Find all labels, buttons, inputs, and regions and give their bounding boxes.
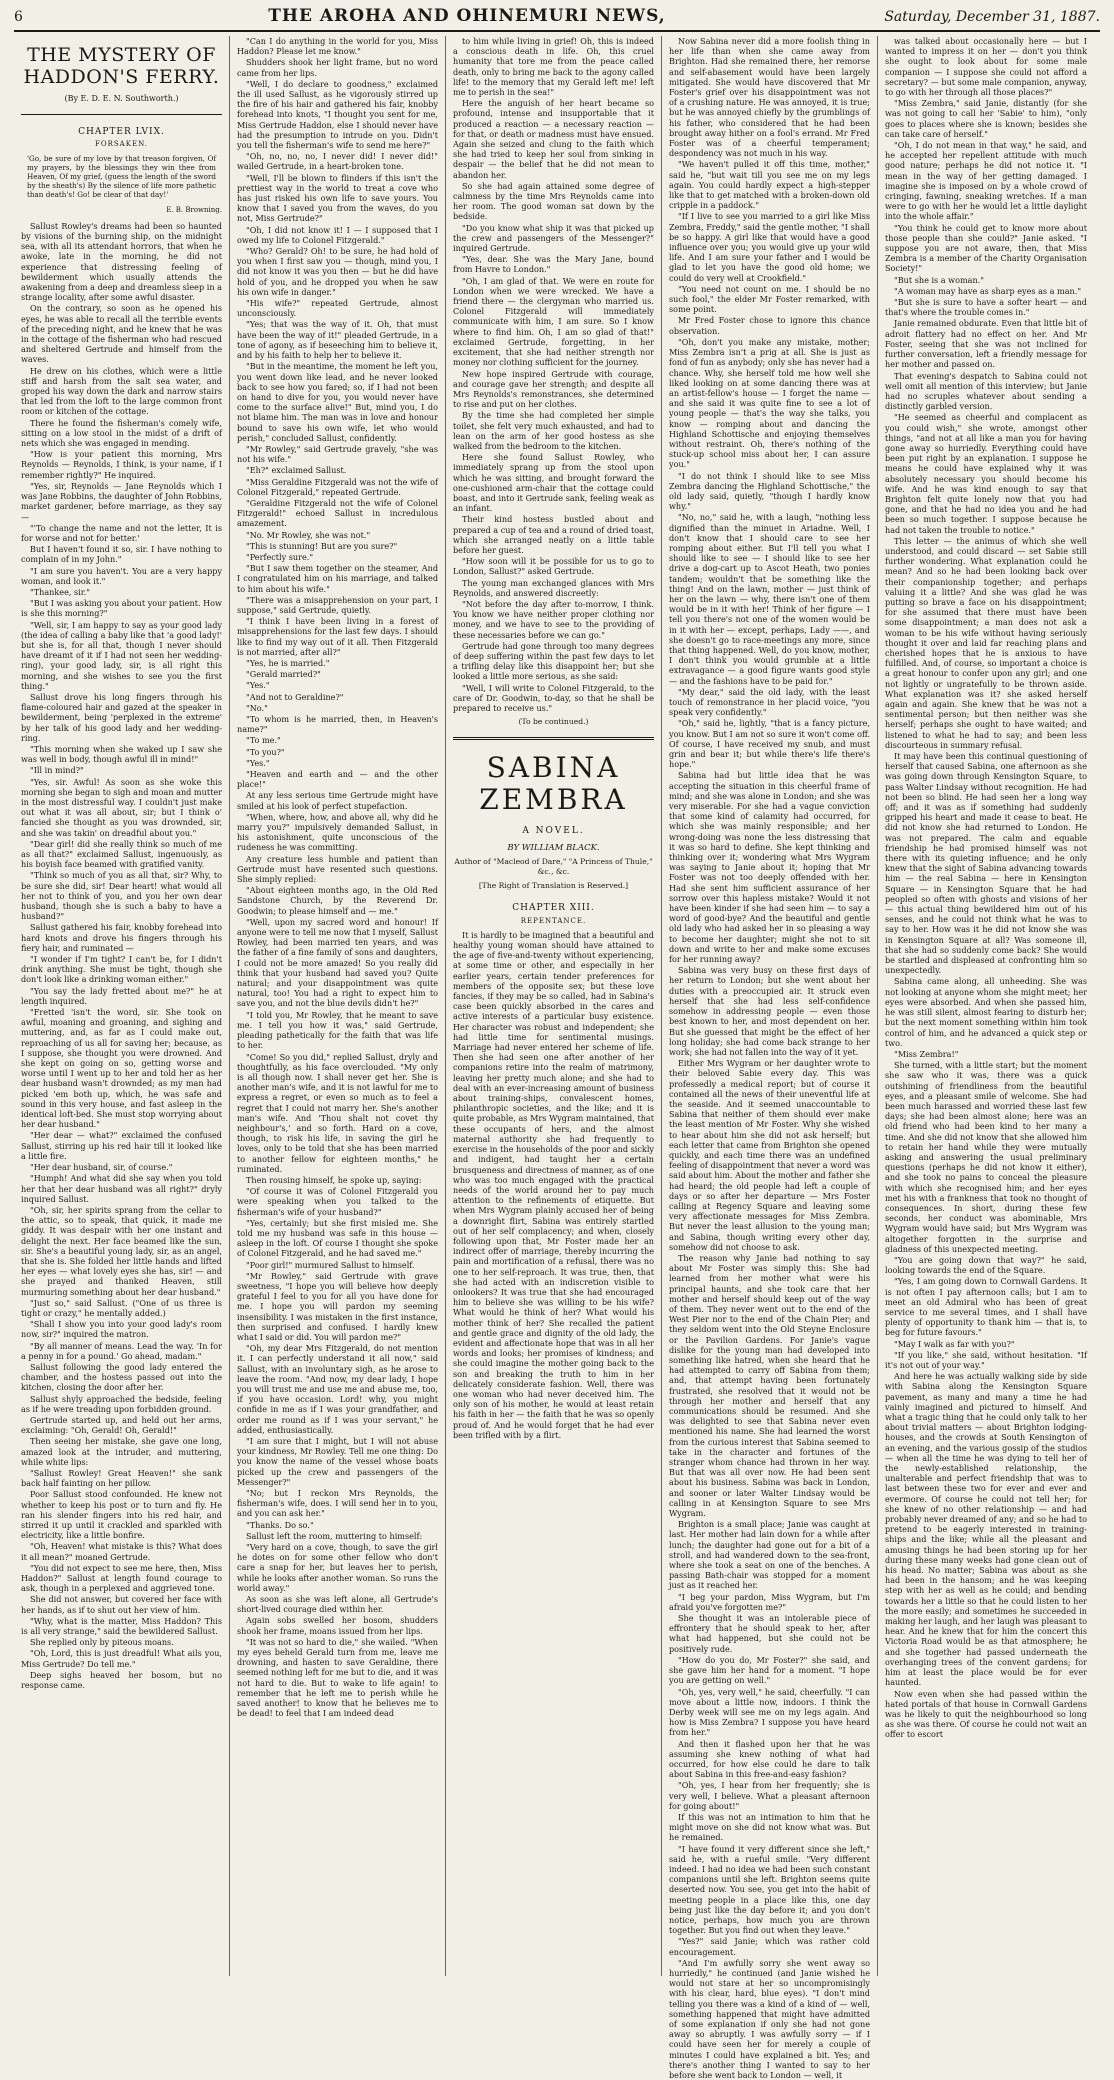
paragraph: "No; but I reckon Mrs Reynolds, the fisherman's wife, does. I will send her in to you, and you can ask her." bbox=[237, 1488, 438, 1519]
column-3 bbox=[446, 36, 662, 1976]
divider bbox=[21, 114, 222, 115]
paragraph: The young man exchanged glances with Mrs Reynolds, and answered discreetly: bbox=[453, 577, 654, 598]
sabina-author-of: Author of "Macleod of Dare," "A Princess of Thule," &c., &c. bbox=[454, 856, 653, 877]
page-number: 6 bbox=[14, 9, 23, 25]
column-2 bbox=[230, 36, 446, 1976]
paragraph: That evening's despatch to Sabina could not well omit all mention of this interview; but Janie had no scruples whatever about sending a distinctly garbled version. bbox=[885, 370, 1087, 412]
haddon-title-line2: HADDON'S FERRY. bbox=[23, 66, 220, 88]
to-be-continued: (To be continued.) bbox=[518, 717, 589, 727]
paragraph: She thought it was an intolerable piece of effrontery that he should speak to her, after what had happened, but she could not be positively rude. bbox=[669, 1613, 870, 1654]
masthead bbox=[14, 6, 1100, 32]
paragraph: Poor Sallust stood confounded. He knew not whether to keep his post or to turn and fly. He ran his slender fingers into his red hair, and stirred it up until it crackled and sparkled with electricity, like a little bonfire. bbox=[21, 1489, 222, 1541]
paragraph: "'To change the name and not the letter, It is for worse and not for better.' bbox=[21, 522, 222, 543]
paragraph: "Come! So you did," replied Sallust, dryly and thoughtfully, as his face overclouded. "My only is all though now. I shall never get her. She is another man's wife, and it is not lawful for me to express a regret, or even so much as to feel a regret that I could not marry her. She's another man's wife. And 'Thou shalt not covet thy neighbour's,' and so forth. Hard on a cove, though, to risk his life, in saving the girl he loves, only to be told that she has been married to another fellow for eighteen months," he ruminated. bbox=[237, 1051, 438, 1174]
paragraph: "Geraldine Fitzgerald not the wife of Colonel Fitzgerald!" echoed Sallust in incredulous amazement. bbox=[237, 497, 438, 529]
paragraph: "You think he could get to know more about those people than she could?" Janie asked. "I suppose you are not aware, then, that Miss Zembra is a member of the Charity Organisation Society!" bbox=[885, 222, 1087, 274]
paragraph: "Shall I show you into your good lady's room now, sir?" inquired the matron. bbox=[21, 1319, 222, 1340]
paragraph: "Miss Zembra!" bbox=[894, 1048, 959, 1059]
paragraph: Sabina was very busy on these first days of her return to London; but she went about her duties with a preoccupied air. It struck even herself that she had less self-confidence somehow in addressing people — even those best known to her, and most dependent on her. But she guessed that might be the effect of her long holiday; she had come back strange to her work; she had not fallen into the way of it yet. bbox=[669, 965, 870, 1057]
haddon-byline: (By E. D. E. N. Southworth.) bbox=[64, 94, 179, 103]
paragraph: "Just so," said Sallust. ("One of us three is tight or crazy," he mentally added.) bbox=[21, 1297, 222, 1318]
paragraph: "I am sure you haven't. You are a very happy woman, and look it." bbox=[21, 565, 222, 586]
paragraph: "Yes." bbox=[246, 680, 270, 691]
paragraph: "No. Mr Rowley, she was not." bbox=[246, 529, 371, 540]
paragraph: But I haven't found it so, sir. I have nothing to complain of in my John." bbox=[21, 544, 222, 565]
paragraph: "How soon will it be possible for us to go to London, Sallust?" asked Gertrude. bbox=[453, 556, 654, 577]
paragraph: She turned, with a little start; but the moment she saw who it was, there was a quick outshining of friendliness from the beautiful eyes, and a pleasant smile of welcome. She had been much harassed and worried these last few days; she had been almost alone; here was an old friend who had been kind to her many a time. And she did not know that she allowed him to retain her hand while they were mutually asking and answering the usual preliminary questions (perhaps he did not know it either), and she took no pains to conceal the pleasure with which she recognised him; and her eyes met his with a frankness that took no thought of consequences. In short, during these few seconds, her conduct was abominable, Mrs Wygram would have said; but Mrs Wygram was altogether forgotten in the surprise and gladness of this unexpected meeting. bbox=[885, 1060, 1087, 1254]
columns bbox=[14, 36, 1100, 2080]
haddon-title bbox=[21, 44, 222, 88]
paragraph: Sallust following the good lady entered the chamber, and the hostess passed out into the kitchen, closing the door after her. bbox=[21, 1361, 222, 1393]
paragraph: "And not to Geraldine?" bbox=[246, 691, 344, 702]
paragraph: Sallust Rowley's dreams had been so haunted by visions of the burning ship, on the midnight sea, with all its attendant horrors, that when he awoke, late in the morning, he did not experience that distressing feeling of bewilderment which usually attends the awakening from a deep and dreamless sleep in a strange locality, after some awful disaster. bbox=[21, 220, 222, 303]
paragraph: On the contrary, so soon as he opened his eyes, he was able to recall all the terrible events of the preceding night, and he knew that he was in the cottage of the fisherman who had rescued and sheltered Gertrude and himself from the waves. bbox=[21, 303, 222, 365]
paragraph: "If I live to see you married to a girl like Miss Zembra, Freddy," said the gentle mother, "I shall be so happy. A girl like that would have a good influence over you; you would give up your wild life. And I am sure your father and I would be glad to let you have the good old home; we could do very well at Crookfield." bbox=[669, 211, 870, 283]
paragraph: "But she is a woman." bbox=[894, 274, 984, 285]
paragraph: "Very hard on a cove, though, to save the girl he dotes on for some other fellow who don't care a snap for her, but leaves her to perish, while he looks after another woman. So runs the world away." bbox=[237, 1542, 438, 1593]
paragraph: "Ill in mind?" bbox=[30, 765, 84, 776]
paragraph: "He seemed as cheerful and complacent as you could wish," she wrote, amongst other things, "and not at all like a man you for having gone away so hurriedly. Everything could have been put right by an explanation. I suppose he means he could have explained why it was absolutely necessary you should become his wife. And he was kind enough to say that Brighton felt quite lonely now that you had gone, and that he had no idea you and he had been so much together. I suppose because he had not taken the trouble to notice." bbox=[885, 412, 1087, 535]
paragraph: "I wonder if I'm tight? I can't be, for I didn't drink anything. She must be tight, though she don't look like a drinking woman either." bbox=[21, 954, 222, 985]
paragraph: "I have found it very different since she left," said he, with a rueful smile. "Very different indeed. I had no idea we had been such constant companions until she left. Brighton seems quite deserted now. You see, you get into the habit of meeting people in a place like this, one day being just like the day before it; and you don't notice, perhaps, how much you are thrown together. But you find out when they leave." bbox=[669, 1843, 870, 1936]
haddon-title-line1: THE MYSTERY OF bbox=[27, 44, 216, 66]
column-4 bbox=[662, 36, 878, 2080]
paragraph: "Yes." bbox=[246, 757, 270, 768]
paragraph: Their kind hostess bustled about and prepared a cup of tea and a round of dried toast, which she arranged neatly on a little table before her guest. bbox=[453, 514, 654, 555]
column-5 bbox=[878, 36, 1094, 1976]
paragraph: "Dear girl! did she really think so much of me as all that?" exclaimed Sallust, ingenuously, as his boyish face beamed with gratified vanity. bbox=[21, 838, 222, 870]
paragraph: "You say the lady fretted about me?" he at length inquired. bbox=[21, 985, 222, 1006]
paragraph: "Oh, yes, I hear from her frequently; she is very well, I believe. What a pleasant afternoon for going about!" bbox=[669, 1780, 870, 1811]
paragraph: "I beg your pardon, Miss Wygram, but I'm afraid you've forgotten me?" bbox=[669, 1591, 870, 1612]
haddon-chapter-subtitle: FORSAKEN. bbox=[95, 140, 148, 149]
column-1 bbox=[14, 36, 230, 1976]
paragraph: As soon as she was left alone, all Gertrude's short-lived courage died within her. bbox=[237, 1594, 438, 1615]
paragraph: "But in the meantime, the moment he left you, you went down like lead, and he never looked back to see how you fared; so, if I had not been on hand to dive for you, you would never have come to the surface alive!" But, mind you, I do not blame him. The man was in love and honour bound to save his own wife, let who would perish," concluded Sallust, confidently. bbox=[237, 361, 438, 443]
sabina-col5-body bbox=[885, 36, 1087, 1740]
paragraph: Mr Fred Foster chose to ignore this chance observation. bbox=[669, 315, 870, 336]
paragraph: "I think I have been living in a forest of misapprehensions for the last few days. I should like to find my way out of it all. Then Fitzgerald is not married, after all?" bbox=[237, 616, 438, 657]
paragraph: "Yes, sir. Awful! As soon as she woke this morning she began to sigh and moan and mutter in the most distressful way. I couldn't just make out what it was all about, sir; but I think o' fancied she thought as you was drownded, sir, and she was takin' on dreadful about you." bbox=[21, 776, 222, 838]
paragraph: "Yes, I am going down to Cornwall Gardens. It is not often I pay afternoon calls; but I am to meet an old Admiral who has been of great service to me several times, and I shall have plenty of opportunity to thank him — that is, to beg for future favours." bbox=[885, 1276, 1087, 1338]
haddon-col1-body bbox=[21, 221, 222, 1690]
paragraph: "Eh?" exclaimed Sallust. bbox=[246, 465, 347, 476]
paragraph: "I am sure that I might, but I will not abuse your kindness, Mr Rowley. Tell me one thing: Do you know the name of the vessel whose boats picked up the crew and passengers of the Messenger?" bbox=[237, 1436, 438, 1487]
paragraph: "Yes, he is married." bbox=[246, 657, 330, 668]
paragraph: He drew on his clothes, which were a little stiff and harsh from the salt sea water, and groped his way down the dark and narrow stairs that led from the loft to the large common front room or kitchen of the cottage. bbox=[21, 365, 222, 417]
paragraph: "Well, upon my sacred word and honour! If anyone were to tell me now that I myself, Sallust Rowley, had been married ten years, and was the father of a fine family of sons and daughters, I could not be more amazed! So you really did think that your husband had saved you? Quite natural; and your disappointment was quite natural, too! You had a right to expect him to save you, and not the blue devils didn't he?" bbox=[237, 916, 438, 1009]
paragraph: This letter — the animus of which she well understood, and could discard — set Sabie still further wondering. What explanation could he mean? And so he had been looking back over their companionship together; and perhaps valuing it a little? And she was glad he was putting so brave a face on his disappointment; for she assumed that there must have been some disappointment; a man does not ask a woman to be his wife without having seriously thought it over and laid far reaching plans and cherished hopes that he is anxious to have fulfilled. And, of course, so important a choice is a great honour to confer upon any girl; and one not lightly or ungratefully to be thrown aside. What explanation was it? she asked herself again and again. She knew that he was not a sentimental person; but then neither was she herself; perhaps she ought to have waited; and listened to what he had to say; and been less discourteous in summary refusal. bbox=[885, 535, 1087, 750]
paragraph: And then it flashed upon her that he was assuming she knew nothing of what had occurred, for how else could he dare to talk about Sabina in this free-and-easy fashion? bbox=[669, 1738, 870, 1780]
paragraph: "Think so much of you as all that, sir? Why, to be sure she did, sir! Dear heart! what would all her not to think of you, and you her own dear husband, though she is such a baby to have a husband?" bbox=[21, 870, 222, 922]
paragraph: Either Mrs Wygram or her daughter wrote to their beloved Sabie every day. This was professedly a medical report; but of course it contained all the news of their uneventful life at the seaside. And it seemed unaccountable to Sabina that neither of them should ever make the least mention of Mr Foster. Why she wished to hear about him she did not ask herself; but each letter that came from Brighton she opened quickly, and each time there was an undefined feeling of disappointment that never a word was said about him. About the mother and father she had heard; the old people had left a couple of days or so after her departure — Mrs Foster calling at Regency Square and leaving some very affectionate messages for Miss Zembra. But never the least allusion to the young man; and Sabina, though writing every other day, somehow did not choose to ask. bbox=[669, 1058, 870, 1252]
paragraph: Brighton is a small place; Janie was caught at last. Her mother had lain down for a while after lunch; the daughter had gone out for a bit of a stroll, and had wandered down to the sea-front, where she took a seat on one of the benches. A passing Bath-chair was stopped for a moment just as it reached her. bbox=[669, 1519, 870, 1591]
paragraph: "You need not count on me. I should be no such fool," the elder Mr Foster remarked, with some point. bbox=[669, 283, 870, 315]
sabina-title: SABINA ZEMBRA bbox=[479, 751, 628, 817]
paragraph: Sallust left the room, muttering to himself: bbox=[246, 1530, 423, 1541]
paragraph: "Her dear husband, sir, of course." bbox=[30, 1162, 173, 1173]
paragraph: She replied only by piteous moans. bbox=[30, 1637, 174, 1648]
haddon-col3-body bbox=[453, 36, 654, 713]
sabina-novel-label: A NOVEL. bbox=[522, 826, 585, 837]
paragraph: "I told you, Mr Rowley, that he meant to save me. I tell you how it was," said Gertrude, pleading pathetically for the faith that was life to her. bbox=[237, 1009, 438, 1051]
paragraph: Gertrude started up, and held out her arms, exclaiming: "Oh, Gerald! Oh, Gerald!" bbox=[21, 1414, 222, 1436]
paragraph: Shudders shook her light frame, but no word came from her lips. bbox=[237, 57, 438, 78]
paragraph: "Yes; that was the way of it. Oh, that must have been the way of it!" pleaded Gertrude, in a tone of agony, as if beseeching him to believe it, and by his faith to help her to believe it. bbox=[237, 319, 438, 361]
paragraph: "It was not so hard to die," she wailed. "When my eyes beheld Gerald turn from me, leave me drowning, and hasten to save Geraldine, there seemed nothing left for me but to die, and it was not hard to die. But to wake to life again! to remember that he left me to perish while he saved another! to know that he believes me to be dead! to feel that I am indeed dead bbox=[237, 1636, 438, 1719]
paragraph: "A woman may have as sharp eyes as a man." bbox=[894, 285, 1082, 296]
paragraph: At any less serious time Gertrude might have smiled at his look of perfect stupefaction. bbox=[237, 790, 438, 811]
paragraph: "Humph! And what did she say when you told her that her dear husband was all right?" dryly inquired Sallust. bbox=[21, 1173, 222, 1204]
paragraph: "Oh, Lord, this is just dreadful! What ails you, Miss Gertrude? Do tell me." bbox=[21, 1648, 222, 1669]
paragraph: "When, where, how, and above all, why did he marry you?" impulsively demanded Sallust, in his astonishment, quite unconscious of the rudeness he was committing. bbox=[237, 811, 438, 853]
paragraph: It may have been this continual questioning of herself that caused Sabina, one afternoon as she was going down through Kensington Square, to pass Walter Lindsay without recognition. He had not been so blind. He had seen her a long way off; and it was as if something had suddenly gripped his heart and made it cease to beat. He did not know she had returned to London. He was not prepared. The calm and equable friendship he had promised himself was not there with its quieting influence; and he only knew that the sight of Sabina advancing towards him — the real Sabina — here in Kensington Square — in Kensington Square that he had peopled so often with ghosts and visions of her — this actual thing bewildered him out of his senses, and he could not think what he was to say to her. How was it he did not know she was in Kensington Square at all? Was someone ill, that she had so suddenly come back? She would be startled and displeased at confronting him so unexpectedly. bbox=[885, 751, 1087, 976]
paragraph: Deep sighs heaved her bosom, but no response came. bbox=[21, 1669, 222, 1691]
paragraph: "Can I do anything in the world for you, Miss Haddon? Please let me know." bbox=[237, 36, 438, 57]
paragraph: If this was not an intimation to him that he might move on she did not know what was. But he remained. bbox=[669, 1811, 870, 1843]
paper-title: THE AROHA AND OHINEMURI NEWS, bbox=[268, 6, 666, 26]
paragraph: "To you?" bbox=[246, 746, 285, 757]
paragraph: "Do you know what ship it was that picked up the crew and passengers of the Messenger?" inquired Gertrude. bbox=[453, 222, 654, 254]
paragraph: "But she is sure to have a softer heart — and that's where the trouble comes in." bbox=[885, 297, 1087, 318]
paragraph: "Well, I do declare to goodness," exclaimed the ill used Sallust, as he vigorously stirred up the fire of his hair and gathered his fair, knobby forehead into knots, "I thought you sent for me, Miss Gertrude Haddon, else I should never have had the presumption to intrude on you. Didn't you tell the fisherman's wife to send me here?" bbox=[237, 78, 438, 151]
paragraph: Again sobs swelled her bosom, shudders shook her frame, moans issued from her lips. bbox=[237, 1615, 438, 1636]
paragraph: Now Sabina never did a more foolish thing in her life than when she came away from Brighton. Had she remained there, her remorse and self-abasement would have been largely mitigated. She would have discovered that Mr Foster's grief over his disappointment was not of a crushing nature. He was annoyed, it is true; but he was annoyed chiefly by the grumblings of his father, who considered that he had been brought away hither on a fool's errand. Mr Fred Foster was of a cheerful temperament; despondency was not much in his way. bbox=[669, 36, 870, 159]
paragraph: "No, no," said he, with a laugh, "nothing less dignified than the minuet in Ariadne. Well, I don't know that I should care to see her romping about either. But I'll tell you what I should like to see — I should like to see her drive a dog-cart up to Ascot Heath, two ponies tandem; wouldn't that be something like the thing! And on the lawn, mother — just think of her on the lawn — why, there isn't one of them would be in it with her! Think of her figure — I tell you there's not one of the women would be in it with her — except, perhaps, Lady ——, and she doesn't go to race-meetings any more, since that thing happened. Well, do you know, mother, I don't think you would grumble at a little extravagance — a good figure wants good style — and the fashions have to be paid for." bbox=[669, 512, 870, 686]
paragraph: "Thankee, sir." bbox=[30, 586, 91, 597]
paragraph: "Oh, no, no, no, I never did! I never did!" wailed Gertrude, in a heart-broken tone. bbox=[237, 151, 438, 172]
sabina-chapter: CHAPTER XIII. bbox=[512, 903, 595, 914]
paragraph: Sabina came along, all unheeding. She was not looking at anyone whom she might meet; her eyes were absorbed. And when she passed him, he was still silent, almost fearing to disturb her; but the next moment something within him took control of him, and he advanced a quick step or two. bbox=[885, 976, 1087, 1048]
paragraph: It is hardly to be imagined that a beautiful and healthy young woman should have attained to the age of five-and-twenty without experiencing, at some time or other, and especially in her earlier years, certain tender preferences for members of the opposite sex; but these love fancies, if they may be so called, had in Sabina's case been quickly absorbed in the cares and active interests of a particular busy existence. Her character was robust and independent; she had little time for sentimental musings. Marriage had never entered her scheme of life. Then she had seen one after another of her companions retire into the realm of matrimony, leaving her pretty much alone; and she had to deal with an ever-increasing amount of business about training-ships, convalescent homes, philanthropic societies, and the like; and it is quite probable, as Mrs Wygram maintained, that these occupants of hers, and the almost maternal authority she had frequently to exercise in the households of the poor and sickly and indigent, had taught her a certain brusqueness and directness of manner, as of one who was too much engaged with the practical needs of the world around her to pay much attention to the refinements of etiquette. But when Mrs Wygram plainly accused her of being a downright flirt, Sabina was entirely startled out of her self complacency; and when, closely following upon that, Mr Foster made her an indirect offer of marriage, thereby incurring the pain and mortification of a refusal, there was no one to her self-reproach. It was true, then, that she had acted with an indiscretion visible to onlookers? It was true that she had encouraged him to believe she was willing to be his wife? What would he think of her? What would his mother think of her? She recalled the patient and gentle grace and dignity of the old lady, the evident and affectionate hope that was in all her words and looks; her promises of kindness; and she could imagine the mother going back to the son and breaking the truth to him in her delicately considerate fashion. Well, there was one woman who had never deceived him. The only son of his mother, he would at least retain his faith in her — the faith that he was so openly proud of. And he would forget that he had ever been trifled with by a flirt. bbox=[453, 929, 654, 1440]
paragraph: "Miss Zembra," said Janie, distantly (for she was not going to call her 'Sabie' to him), "only goes to places where she is known; besides she can take care of herself." bbox=[885, 98, 1087, 139]
paragraph: So she had again attained some degree of calmness by the time Mrs Reynolds came into her room. The good woman sat down by the bedside. bbox=[453, 180, 654, 222]
sabina-col4-body bbox=[669, 36, 870, 2080]
paragraph: Now even when she had passed within the hated portals of that house in Cornwall Gardens was he likely to quit the neighbourhood so long as she was there. Of course he could not wait an offer to escort bbox=[885, 1688, 1087, 1740]
paragraph: "Gerald married?" bbox=[246, 669, 321, 680]
paragraph: "Who? Gerald? Oh! to be sure, he had hold of you when I first saw you — though, mind you, I did not know it was you then — but he did have hold of you, and he dropped you when he saw his own wife in danger." bbox=[237, 246, 438, 297]
paragraph: "Poor girl!" murmured Sallust to himself. bbox=[246, 1259, 415, 1270]
haddon-col2-body bbox=[237, 36, 438, 1719]
haddon-chapter: CHAPTER LVIX. bbox=[78, 127, 165, 138]
haddon-epigraph-source: E. B. Browning. bbox=[166, 205, 222, 214]
paragraph: Janie remained obdurate. Even that little bit of adroit flattery had no effect on her. And Mr Foster, seeing that she was not inclined for further conversation, left a friendly message for her mother and passed on. bbox=[885, 318, 1087, 370]
paragraph: Any creature less humble and patient than Gertrude must have resented such questions. She simply replied: bbox=[237, 853, 438, 885]
paragraph: She did not answer, but covered her face with her hands, as if to shut out her view of him. bbox=[21, 1594, 222, 1615]
paragraph: "We haven't pulled it off this time, mother," said he, "but wait till you see me on my legs again. You could hardly expect a high-stepper like that to get matched with a broken-down old cripple in a paddock." bbox=[669, 159, 870, 211]
paragraph: "Thanks. Do so." bbox=[246, 1519, 314, 1530]
paragraph: "About eighteen months ago, in the Old Red Sandstone Church, by the Reverend Dr. Goodwin; to please himself and — me." bbox=[237, 885, 438, 916]
sabina-chapter-subtitle: REPENTANCE. bbox=[520, 916, 587, 925]
paragraph: "There was a misapprehension on your part, I suppose," said Gertrude, quietly. bbox=[237, 594, 438, 615]
paragraph: "Oh, I do not mean in that way," he said, and he accepted her repellent attitude with much good nature; perhaps he did not notice it. "I mean in the way of her getting damaged. I imagine she is imposed on by a whole crowd of cringing, fawning, sneaking wretches. If a man were to go with her he would let a little daylight into the whole affair." bbox=[885, 140, 1087, 222]
paragraph: "Oh, my dear Mrs Fitzgerald, do not mention it. I can perfectly understand it all now," said Sallust, with an involuntary sigh, as he arose to leave the room. "And now, my dear lady, I hope you will trust me and use me and abuse me, too, if you have occasion. Lord! why, you might confide in me as if I was your grandfather, and order me round as if I was your servant," he added, enthusiastically. bbox=[237, 1343, 438, 1435]
paragraph: Sabina had but little idea that he was accepting the situation in this cheerful frame of mind; and she was alone in London; and she was very miserable. For she had a vague conviction that some kind of calamity had occurred, for which she was mainly responsible; and her wrong-doing was none the less distressing that it was so hard to define. She kept thinking and thinking over it; wondering what Mrs Wygram was saying to Janie about it; hoping that Mr Foster was not too deeply offended with her. Had she sent him sufficient assurance of her sorrow over this hapless mistake? Would it not have been kinder if she had seen him — to say a word of good-bye? And the beautiful and gentle old lady who had asked her in so pleasing a way to become her daughter; might she not to sit down and write to her and make some excuses for her running away? bbox=[669, 770, 870, 965]
paragraph: "Not before the day after to-morrow, I think. You know we have neither proper clothing nor money, and we have to see to the providing of these necessaries before we can go." bbox=[453, 598, 654, 640]
paragraph: "Oh, sir, her spirits sprang from the cellar to the attic, so to speak, that quick, it made me giddy. It was despair with her one instant and delight the next. Her face beamed like the sun, sir. She's a beautiful young lady, sir, as an angel, that she is. She folded her little hands and lifted her eyes — what lovely eyes she has, sir! — and she prayed and thanked Heaven, still murmuring something about her dear husband." bbox=[21, 1204, 222, 1297]
paragraph: "Oh, Heaven! what mistake is this? What does it all mean?" moaned Gertrude. bbox=[21, 1541, 222, 1562]
paragraph: "But I was asking you about your patient. How is she this morning?" bbox=[21, 598, 222, 619]
paragraph: And here he was actually walking side by side with Sabina along the Kensington Square pavement, as many and many a time he had vainly imagined and pictured to himself. And what a tragic thing that he could only talk to her about trivial matters — about Brighton lodging-houses, and the crowds at South Kensington of an evening, and the various gossip of the studios — when all the time he was dying to tell her of the newly-established relationship, the unalterable and perfect friendship that was to last between these two for ever and ever and evermore. Of course he could not tell her; for she knew of no other relationship — and had probably never dreamed of any; and so he had to pretend to be eagerly interested in training-ships and the like; while all the pleasant and amusing things he had been storing up for her during these many weeks had gone clean out of his head. No matter; Sabina was about as she had been in the hansom; and he was keeping step with her as well as he could; and bending towards her a little so that he could listen to her the more easily; and sometimes he succeeded in making her laugh, and her laugh was pleasant to hear. And he knew that for him the concert this Victoria Road would be as that atmosphere; he and she together had passed underneath the overhanging trees of the convent gardens; for him at least the place would be for ever haunted. bbox=[885, 1371, 1087, 1688]
paragraph: New hope inspired Gertrude with courage, and courage gave her strength; and despite all Mrs Reynolds's remonstrances, she determined to rise and put on her clothes. bbox=[453, 368, 654, 410]
paragraph: "Heaven and earth and — and the other place!" bbox=[237, 769, 438, 790]
paragraph: "Why, what is the matter, Miss Haddon? This is all very strange," said the bewildered Sallust. bbox=[21, 1615, 222, 1637]
paragraph: "Well, sir, I am happy to say as your good lady (the idea of calling a baby like that 'a good lady!' but she is, for all that, though I never should have dreamt of it if I had not seen her wedding-ring), your good lady, sir, is all right this morning, and she wishes to see you the first thing." bbox=[21, 619, 222, 691]
paragraph: "If you like," she said, without hesitation. "If it's not out of your way." bbox=[885, 1349, 1087, 1370]
paragraph: Then rousing himself, he spoke up, saying: bbox=[246, 1174, 422, 1185]
paragraph: "By all manner of means. Lead the way. 'In for a penny in for a pound.' Go ahead, madam." bbox=[21, 1340, 222, 1361]
paragraph: "Yes?" said Janie; which was rather cold encouragement. bbox=[669, 1936, 870, 1957]
paragraph: "Oh, I am glad of that. We were en route for London when we were wrecked. We have a friend there — the clergyman who married us. Colonel Fitzgerald will immediately communicate with him, I am sure. So I know where to find him. Oh, I am so glad of that!" exclaimed Gertrude, forgetting, in her excitement, that she had neither strength nor money nor clothing sufficient for the journey. bbox=[453, 275, 654, 368]
paragraph: "Of course it was of Colonel Fitzgerald you were speaking when you talked to the fisherman's wife of your husband?" bbox=[237, 1186, 438, 1217]
paragraph: "I do not think I should like to see Miss Zembra dancing the Highland Schottische," the old lady said, quietly, "though I hardly know why." bbox=[669, 470, 870, 512]
paragraph: Sallust shyly approached the bedside, feeling as if he were treading upon forbidden ground. bbox=[21, 1393, 222, 1414]
paragraph: "Yes, certainly; but she first misled me. She told me my husband was safe in this house — asleep in the loft. Of course I thought she spoke of Colonel Fitzgerald, and he had saved me." bbox=[237, 1217, 438, 1259]
paragraph: "And I'm awfully sorry she went away so hurriedly," he continued (and Janie wished he would not stare at her so uncompromisingly with his clear, hard, blue eyes). "I don't mind telling you there was a kind of a kind of — well, something happened that might have admitted of some explanation if only she had not gone away so abruptly. I was awfully sorry — if I could have seen her for merely a couple of minutes I could have explained a bit. Yes; and there's another thing I wanted to say to her before she went back to London — well, it bbox=[669, 1957, 870, 2080]
paragraph: "Oh," said he, lightly, "that is a fancy picture, you know. But I am not so sure it won't come off. Of course, I have received my snub, and must grin and bear it; but while there's life there's hope." bbox=[669, 718, 870, 770]
paragraph: "Her dear — what?" exclaimed the confused Sallust, stirring up his red hair till it looked like a little fire. bbox=[21, 1130, 222, 1161]
paragraph: "You are going down that way?" he said, looking towards the end of the Square. bbox=[885, 1254, 1087, 1276]
paragraph: "No." bbox=[246, 702, 268, 713]
sabina-rights: [The Right of Translation is Reserved.] bbox=[478, 881, 629, 891]
haddon-epigraph: 'Go, be sure of my love by that treason forgiven, Of my prayers, by the blessings they win thee from Heaven, Of my grief, (guess the length of the sword by the sheath's) By the silence of life more pathetic than death's! Go! be clear of that day!' bbox=[27, 153, 217, 199]
paragraph: "Miss Geraldine Fitzgerald was not the wife of Colonel Fitzgerald," repeated Gertrude. bbox=[237, 476, 438, 497]
paragraph: "To whom is he married, then, in Heaven's name?" bbox=[237, 714, 438, 735]
paragraph: "His wife?" repeated Gertrude, almost unconsciously. bbox=[237, 298, 438, 319]
paragraph: "To me." bbox=[246, 735, 281, 746]
paragraph: "But I saw them together on the steamer, And I congratulated him on his marriage, and talked to him about his wife." bbox=[237, 563, 438, 594]
paragraph: "Yes, dear. She was the Mary Jane, bound from Havre to London." bbox=[453, 254, 654, 275]
paragraph: Then seeing her mistake, she gave one long, amazed look at the intruder, and muttering, while white lips: bbox=[21, 1436, 222, 1467]
paragraph: "How is your patient this morning, Mrs Reynolds — Reynolds, I think, is your name, if I remember rightly?" He inquired. bbox=[21, 449, 222, 480]
paragraph: "My dear," said the old lady, with the least touch of remonstrance in her placid voice, "you speak very confidently." bbox=[669, 686, 870, 718]
paragraph: "This morning when she waked up I saw she was well in body, though awful ill in mind!" bbox=[21, 743, 222, 765]
paragraph: "Yes, sir, Reynolds — Jane Reynolds which I was Jane Robbins, the daughter of John Robbins, market gardener, before marriage, as they say — bbox=[21, 480, 222, 522]
paragraph: Sallust drove his long fingers through his flame-coloured hair and gazed at the speaker in bewilderment, being 'perplexed in the extreme' by her talk of his good lady and her wedding-ring. bbox=[21, 691, 222, 743]
paragraph: Here she found Sallust Rowley, who immediately sprang up from the stool upon which he was sitting, and brought forward the one-cushioned arm-chair that the cottage could boast, and into it Gertrude sank, feeling weak as an infant. bbox=[453, 452, 654, 514]
paragraph: There he found the fisherman's comely wife, sitting on a low stool in the midst of a drift of nets which she was engaged in mending. bbox=[21, 417, 222, 449]
paragraph: The reason why Janie had nothing to say about Mr Foster was simply this: She had learned from her mother what were his principal haunts, and she took care that her mother and herself should keep out of the way of them. They never went out to the end of the West Pier nor to the end of the Chain Pier; and they seldom went into the Old Steyne Enclosure or the Pavilion Gardens. For Janie's vague dislike for the young man had developed into something like hatred, when she heard that he had attempted to carry off Sabina from them; and, that attempt having been fortunately frustrated, she resolved that it would not be through her mother and herself that any communications should be resumed. And she was delighted to see that Sabina never even mentioned his name. She had learned the worst from the curious interest that Sabina seemed to take in the character and fortunes of the stranger whom chance had thrown in her way. But that was all over now. He had been sent about his business. Sabina was back in London, and sooner or later Walter Lindsay would be calling in at Kensington Square to see Mrs Wygram. bbox=[669, 1252, 870, 1519]
paragraph: "Oh, I did not know it! I — I supposed that I owed my life to Colonel Fitzgerald." bbox=[237, 224, 438, 245]
paragraph: "Mr Rowley," said Gertrude with grave sweetness, "I hope you will believe how deeply grateful I feel to you for all you have done for me. I hope you will pardon my seeming insensibility. I was mistaken in the first instance, then surprised and confused. I hardly knew what I said or did. You will pardon me?" bbox=[237, 1270, 438, 1342]
paragraph: was talked about occasionally here — but I wanted to impress it on her — don't you think she ought to look about for some male companion — I suppose she could not afford a secretary? — but some male companion, anyway, to go with her through all those places?" bbox=[885, 36, 1087, 98]
paragraph: Sallust gathered his fair, knobby forehead into hard knots and drove his fingers through his fiery hair, and ruminated — bbox=[21, 922, 222, 953]
paragraph: "How do you do, Mr Foster?" she said, and she gave him her hand for a moment. "I hope you are getting on well." bbox=[669, 1654, 870, 1686]
paragraph: "Fretted 'isn't the word, sir. She took on awful, moaning and groaning, and sighing and muttering, and, as far as I could make out, reproaching of us all for saving her; because, as I suppose, she thought you were drowned. And she kept on going on so, getting worse and worse until I went up to her and told her as her dear husband wasn't drownded; as my man had picked 'em both up, which, he was safe and sound in this very house, and fast asleep in the identical loft-bed. She must stop worrying about her dear husband." bbox=[21, 1007, 222, 1130]
sabina-author: BY WILLIAM BLACK. bbox=[507, 842, 600, 853]
issue-date: Saturday, December 31, 1887. bbox=[884, 9, 1100, 25]
paragraph: "Well, I'll be blown to flinders if this isn't the prettiest way in the world to treat a cove who has just risked his own life to save yours. You know that I saved you from the waves, do you not, Miss Gertrude?" bbox=[237, 172, 438, 224]
paragraph: "May I walk as far with you?" bbox=[894, 1338, 1015, 1349]
paragraph: "Oh, yes, very well," he said, cheerfully. "I can move about a little now, indoors. I think the Derby week will see me on my legs again. And how is Miss Zembra? I suppose you have heard from her." bbox=[669, 1686, 870, 1738]
paragraph: "You did not expect to see me here, then, Miss Haddon?" Sallust at length found courage to ask, though in a perplexed and aggrieved tone. bbox=[21, 1562, 222, 1594]
paragraph: "Mr Rowley," said Gertrude gravely, "she was not his wife." bbox=[237, 443, 438, 465]
double-divider bbox=[453, 737, 654, 740]
paragraph: Here the anguish of her heart became so profound, intense and insupportable that it produced a reaction — a necessary reaction — for that, or death or madness must have ensued. Again she seized and clung to the faith which she had tried to keep her soul from sinking in despair — the belief that he did not mean to abandon her. bbox=[453, 98, 654, 180]
paragraph: "Oh, don't you make any mistake, mother; Miss Zembra isn't a prig at all. She is just as fond of fun as anybody; only she has never had a chance. Why, she herself told me how well she liked looking on at some dancing there was at an artist-fellow's house — I forget the name — and she said it was quite fine to see a lot of young people — that's the way she talks, you know — romping about and dancing the Highland Schottische and enjoying themselves without restraint. Oh, there's nothing of the stuck-up school miss about her, I can assure you." bbox=[669, 336, 870, 470]
paragraph: By the time she had completed her simple toilet, she felt very much exhausted, and had to lean on the arm of her good hostess as she walked from the bedroom to the kitchen. bbox=[453, 410, 654, 451]
paragraph: "Well, I will write to Colonel Fitzgerald, to the care of Dr. Goodwin, to-day, so that he shall be prepared to receive us." bbox=[453, 682, 654, 713]
paragraph: "This is stunning! But are you sure?" bbox=[246, 540, 398, 551]
paragraph: Gertrude had gone through too many degrees of deep suffering within the past few days to let a trifling delay like this disappoint her; but she looked a little more serious, as she said: bbox=[453, 640, 654, 682]
paragraph: "Perfectly sure." bbox=[246, 551, 314, 562]
sabina-col3-body bbox=[453, 930, 654, 1440]
paragraph: "Sallust Rowley! Great Heaven!" she sank back half fainting on her pillow. bbox=[21, 1467, 222, 1489]
paragraph: to him while living in grief! Oh, this is indeed a conscious death in life. Oh, this cruel humanity that tore me from the peace called death, only to bring me back to the agony called life! to the memory that my Gerald left me! left me to perish in the sea!" bbox=[453, 36, 654, 98]
